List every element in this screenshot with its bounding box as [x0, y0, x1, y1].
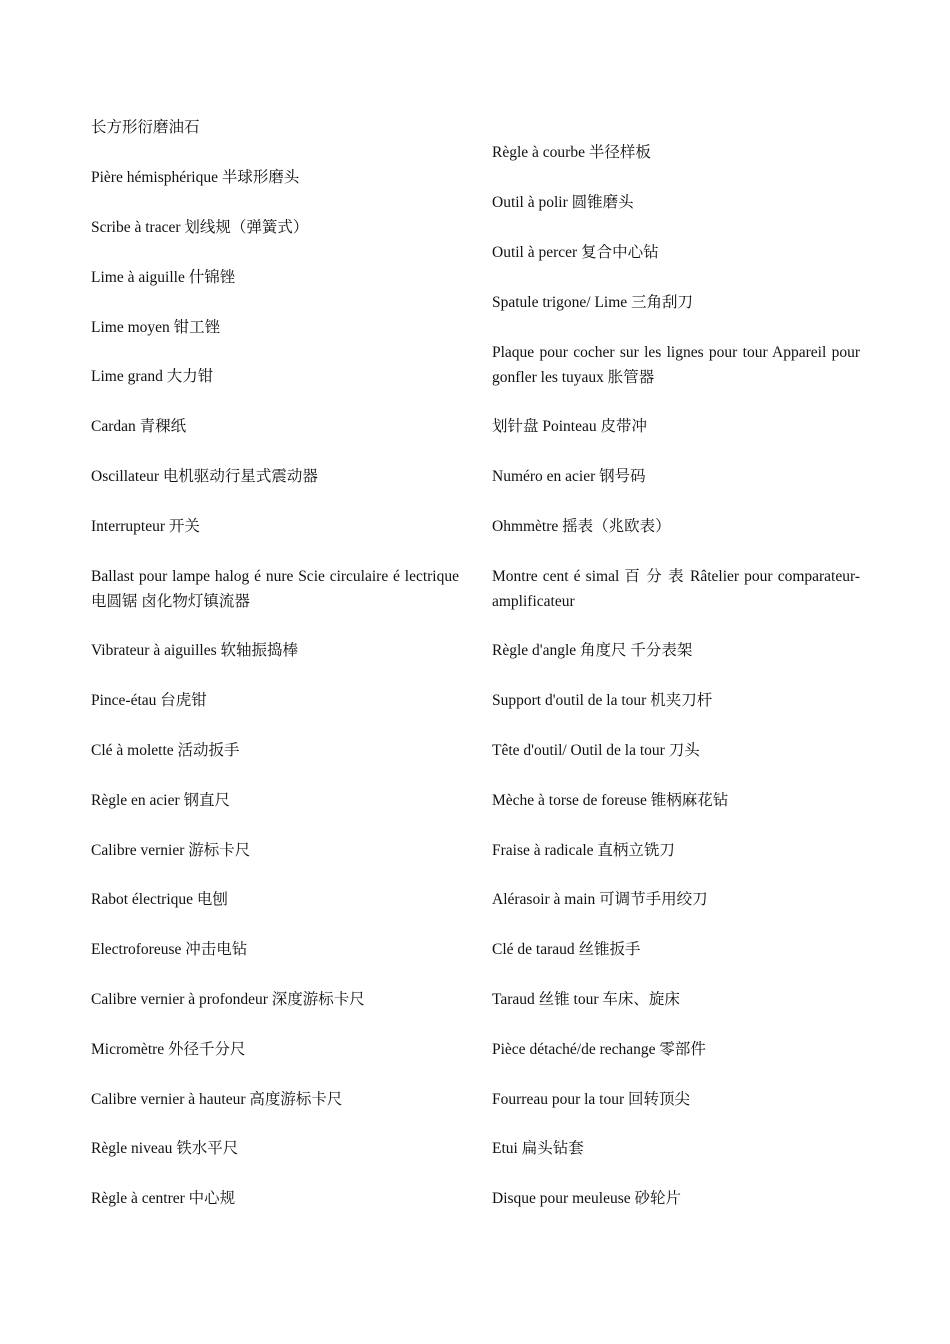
- list-item: Oscillateur 电机驱动行星式震动器: [91, 468, 318, 485]
- list-item: Outil à percer 复合中心钻: [492, 244, 659, 261]
- list-item: Support d'outil de la tour 机夹刀杆: [492, 692, 713, 709]
- list-item: Fourreau pour la tour 回转顶尖: [492, 1091, 691, 1108]
- list-item: Electroforeuse 冲击电钻: [91, 941, 248, 958]
- list-item: Numéro en acier 钢号码: [492, 468, 646, 485]
- list-item: Lime moyen 钳工锉: [91, 319, 221, 336]
- list-item: 长方形衍磨油石: [91, 119, 200, 136]
- list-item: Cardan 青稞纸: [91, 418, 187, 435]
- list-item: Tête d'outil/ Outil de la tour 刀头: [492, 742, 700, 759]
- list-item: Règle à centrer 中心规: [91, 1190, 236, 1207]
- list-item: Pince-étau 台虎钳: [91, 692, 207, 709]
- list-item: Lime grand 大力钳: [91, 368, 214, 385]
- list-item: Vibrateur à aiguilles 软轴振捣棒: [91, 642, 298, 659]
- list-item: 划针盘 Pointeau 皮带冲: [492, 418, 647, 435]
- list-item: Règle d'angle 角度尺 千分表架: [492, 642, 693, 659]
- list-item: Rabot électrique 电刨: [91, 891, 228, 908]
- list-item: Calibre vernier 游标卡尺: [91, 842, 251, 859]
- list-item: Calibre vernier à hauteur 高度游标卡尺: [91, 1091, 343, 1108]
- list-item: Alérasoir à main 可调节手用绞刀: [492, 891, 708, 908]
- list-item: Pièce détaché/de rechange 零部件: [492, 1041, 706, 1058]
- list-item: Fraise à radicale 直柄立铣刀: [492, 842, 675, 859]
- list-item: Règle en acier 钢直尺: [91, 792, 231, 809]
- list-item: Mèche à torse de foreuse 锥柄麻花钻: [492, 792, 729, 809]
- list-item: Spatule trigone/ Lime 三角刮刀: [492, 294, 694, 311]
- list-item: Taraud 丝锥 tour 车床、旋床: [492, 991, 680, 1008]
- list-item: Lime à aiguille 什锦锉: [91, 269, 236, 286]
- list-item: Disque pour meuleuse 砂轮片: [492, 1190, 681, 1207]
- list-item: Règle niveau 铁水平尺: [91, 1140, 239, 1157]
- list-item: Clé de taraud 丝锥扳手: [492, 941, 641, 958]
- list-item: Pière hémisphérique 半球形磨头: [91, 169, 300, 186]
- list-item: Calibre vernier à profondeur 深度游标卡尺: [91, 991, 365, 1008]
- list-item: Règle à courbe 半径样板: [492, 144, 651, 161]
- list-item: Plaque pour cocher sur les lignes pour tour Appareil pour gonfler les tuyaux 胀管器: [492, 344, 860, 386]
- list-item: Scribe à tracer 划线规（弹簧式）: [91, 219, 309, 236]
- list-item: Etui 扁头钻套: [492, 1140, 584, 1157]
- list-item: Clé à molette 活动扳手: [91, 742, 240, 759]
- list-item: Outil à polir 圆锥磨头: [492, 194, 634, 211]
- list-item: Ballast pour lampe halog é nure Scie circulaire é lectrique 电圆锯 卤化物灯镇流器: [91, 568, 459, 610]
- list-item: Ohmmètre 摇表（兆欧表）: [492, 518, 671, 535]
- list-item: Montre cent é simal 百 分 表 Râtelier pour comparateur-amplificateur: [492, 568, 860, 610]
- list-item: Micromètre 外径千分尺: [91, 1041, 246, 1058]
- list-item: Interrupteur 开关: [91, 518, 200, 535]
